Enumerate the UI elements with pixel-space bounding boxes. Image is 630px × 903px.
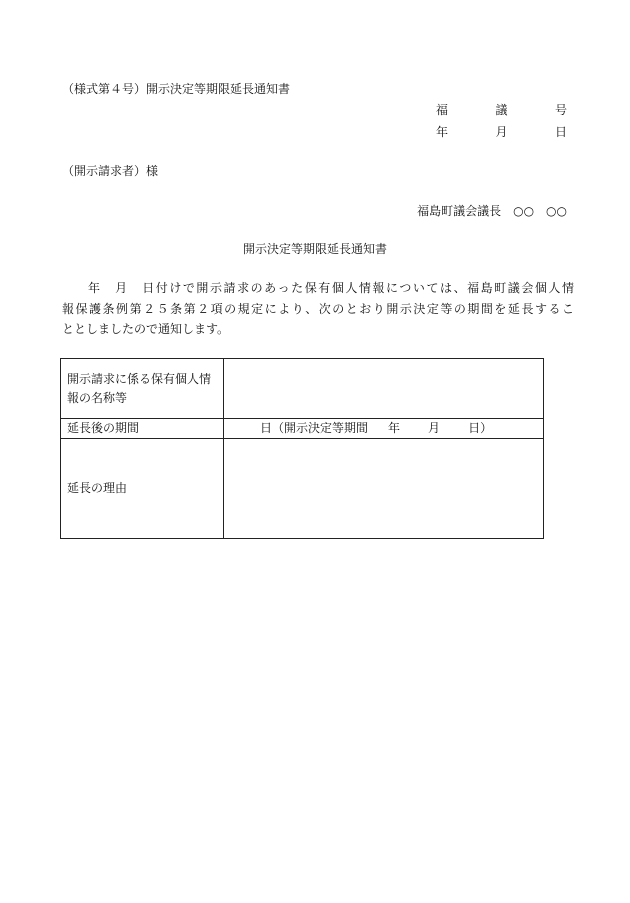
reference-middle: 議 xyxy=(495,103,508,117)
table-row xyxy=(61,439,544,539)
date-month: 月 xyxy=(495,125,508,139)
body-line: 年 月 日付けで開示請求のあった保有個人情報については、福島町議会個人情 xyxy=(88,281,574,295)
extension-reason-value xyxy=(224,439,544,539)
period-paren-open: （開示決定等期間 xyxy=(272,421,369,435)
reference-prefix: 福 xyxy=(436,103,449,117)
table-row xyxy=(61,419,544,439)
info-name-label: 開示請求に係る保有個人情報の名称等 xyxy=(61,359,224,419)
period-day: 日 xyxy=(260,421,273,435)
reference-number-line xyxy=(436,101,567,118)
date-day: 日 xyxy=(554,125,567,139)
date-line xyxy=(436,123,567,140)
table-row xyxy=(61,359,544,419)
form-table xyxy=(60,358,544,539)
addressee: （開示請求者）様 xyxy=(62,164,159,178)
extended-period-label: 延長後の期間 xyxy=(61,419,224,439)
period-year: 年 xyxy=(388,421,401,435)
reference-suffix: 号 xyxy=(554,103,567,117)
extension-reason-label: 延長の理由 xyxy=(61,439,224,539)
body-line: 報保護条例第２５条第２項の規定により、次のとおり開示決定等の期間を延長するこ xyxy=(62,301,574,316)
info-name-value xyxy=(224,359,544,419)
body-paragraph xyxy=(62,278,574,340)
period-month: 月 xyxy=(428,421,441,435)
form-label: （様式第４号）開示決定等期限延長通知書 xyxy=(62,82,291,96)
document-title: 開示決定等期限延長通知書 xyxy=(242,242,387,256)
sender: 福島町議会議長 ○○ ○○ xyxy=(417,204,567,218)
period-day-close: 日） xyxy=(468,421,493,435)
body-line: ととしましたので通知します。 xyxy=(62,322,230,336)
extended-period-value xyxy=(224,419,544,439)
date-year: 年 xyxy=(436,125,449,139)
